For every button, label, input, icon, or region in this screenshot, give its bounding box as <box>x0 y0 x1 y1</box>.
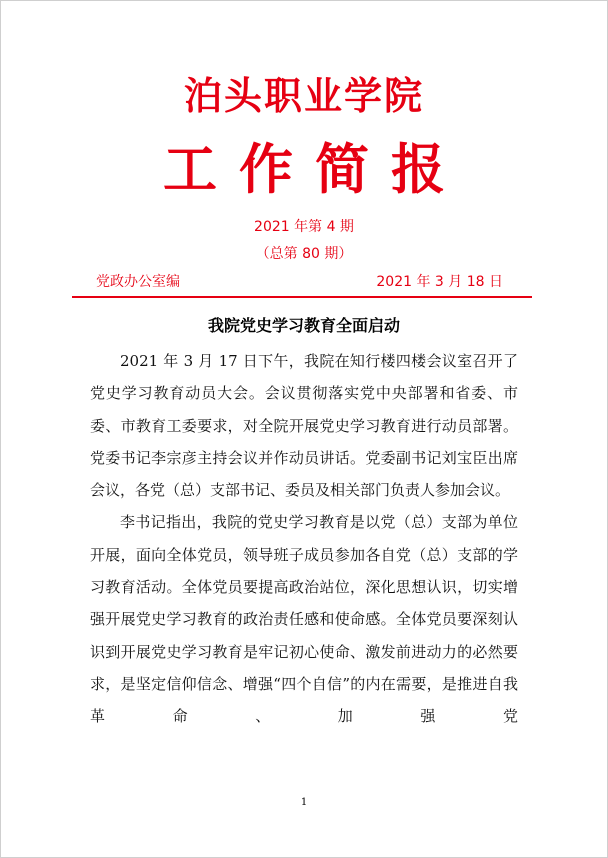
org-name: 泊头职业学院 <box>183 73 424 118</box>
editor-label: 党政办公室编 <box>96 274 180 290</box>
paragraph-1: 2021 年 3 月 17 日下午，我院在知行楼四楼会议室召开了党史学习教育动员大会。会议贯彻落实党中央部署和省委、市委、市教育工委要求，对全院开展党史学习教育进行动员部署。党委书记李宗彦主持会议并作动员讲话。党委副书记刘宝臣出席会议，各党（总）支部书记、委员及相关部门负责人参加会议。 <box>90 352 518 500</box>
header-divider <box>72 296 532 298</box>
issue-number: 2021 年第 4 期 <box>254 219 354 235</box>
article-title: 我院党史学习教育全面启动 <box>207 316 400 335</box>
paragraph-2: 李书记指出，我院的党史学习教育是以党（总）支部为单位开展，面向全体党员，领导班子成员参加各自党（总）支部的学习教育活动。全体党员要提高政治站位，深化思想认识，切实增强开展党史学习教育的政治责任感和使命感。全体党员要深刻认识到开展党史学习教育是牢记初心使命、激发前进动力的必然要求，是坚定信仰信念、增强“四个自信”的内在需要，是推进自我革命、加强党 <box>90 513 518 726</box>
brief-title: 工作简报 <box>163 138 467 201</box>
total-issue-number: （总第 80 期） <box>255 246 353 262</box>
publish-date: 2021 年 3 月 18 日 <box>376 274 503 290</box>
page-number: 1 <box>300 797 308 808</box>
article-body <box>90 345 518 733</box>
